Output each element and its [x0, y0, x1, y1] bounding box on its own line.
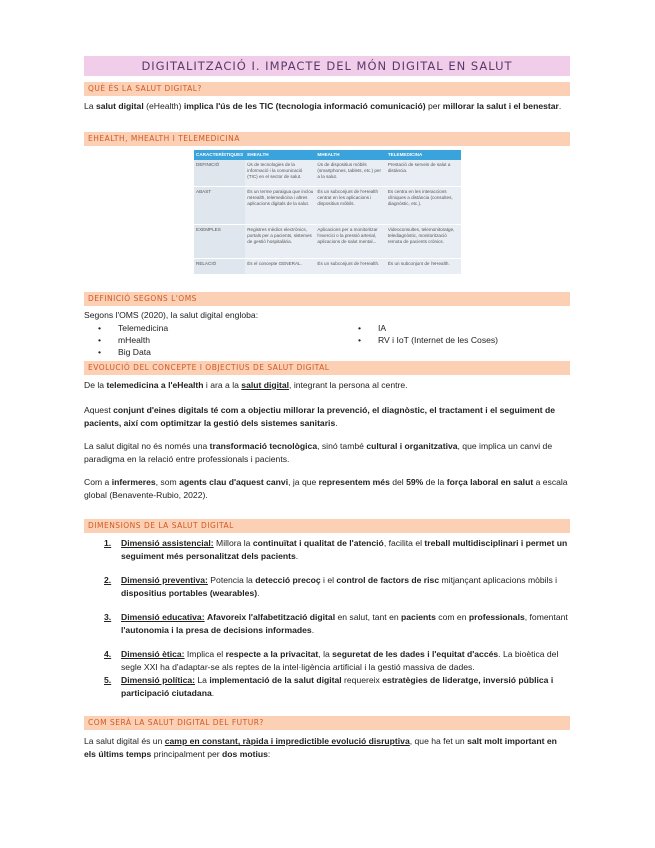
table-header-cell: EHEALTH [245, 150, 315, 160]
table-row [194, 258, 461, 274]
dimension-item: 5. Dimensió política: La implementació de la salut digital requereix estratègies de lideratge, inversió pública i participació ciutadana. [104, 675, 554, 698]
table-header-cell: MHEALTH [315, 150, 385, 160]
paragraph-evolution-3: La salut digital no és només una transformació tecnològica, sinó també cultural i organitzativa, que implica un canvi de paradigma en la relació entre professionals i pacients. [84, 441, 553, 464]
page-title: DIGITALITZACIÓ I. IMPACTE DEL MÓN DIGITAL EN SALUT [84, 56, 570, 76]
section-heading-ehealth: EHEALTH, MHEALTH I TELEMEDICINA [84, 132, 570, 146]
table-row [194, 224, 461, 258]
dimension-item: 4. Dimensió ètica: Implica el respecte a la privacitat, la seguretat de les dades i l'equitat d'accés. La bioètica del segle XXI ha d'adaptar-se als reptes de la intel·ligència artificial i la gestió massiva de dades. [104, 649, 559, 672]
dimension-item: 3. Dimensió educativa: Afavoreix l'alfabetització digital en salut, tant en pacients com en professionals, fomentant l'autonomia i la presa de decisions informades. [104, 612, 568, 635]
table-cell: És un subconjunt de l'eHealth. [315, 258, 385, 274]
table-cell: Prestació de serveis de salut a distància. [386, 160, 461, 186]
list-item: • IA [354, 322, 570, 334]
list-item: • Telemedicina [94, 322, 334, 334]
list-item: • RV i IoT (Internet de les Coses) [354, 334, 570, 346]
oms-list-left [94, 322, 334, 358]
list-item: • mHealth [94, 334, 334, 346]
table-cell: DEFINICIÓ [194, 160, 245, 186]
section-heading-what-is: QUÈ ÉS LA SALUT DIGITAL? [84, 82, 570, 96]
table-cell: RELACIÓ [194, 258, 245, 274]
table-header-cell: TELEMEDICINA [386, 150, 461, 160]
paragraph-evolution-2: Aquest conjunt d'eines digitals té com a objectiu millorar la prevenció, el diagnòstic, el tractament i el seguiment de pacients, així com optimitzar la gestió dels sistemes sanitaris. [84, 405, 556, 428]
paragraph-evolution-4: Com a infermeres, som agents clau d'aquest canvi, ja que representem més del 59% de la força laboral en salut a escala global (Benavente-Rubio, 2022). [84, 477, 568, 500]
table-cell: Es centra en les interaccions clíniques a distància (consultes, diagnòstic, etc.). [386, 186, 461, 224]
section-heading-oms: DEFINICIÓ SEGONS L'OMS [84, 292, 570, 306]
table-cell: Registres mèdics electrònics, portals per a pacients, sistemes de gestió hospitalària. [245, 224, 315, 258]
section-heading-dimensions: DIMENSIONS DE LA SALUT DIGITAL [84, 519, 570, 533]
comparison-table [194, 150, 461, 275]
oms-list-right [354, 322, 570, 346]
section-heading-evolution: EVOLUCIÓ DEL CONCEPTE I OBJECTIUS DE SALUT DIGITAL [84, 361, 570, 375]
table-row [194, 186, 461, 224]
table-cell: Aplicacions per a monitoritzar l'exercici o la pressió arterial, aplicacions de salut mental... [315, 224, 385, 258]
list-item: • Big Data [94, 346, 334, 358]
table-cell: EXEMPLES [194, 224, 245, 258]
table-row [194, 160, 461, 186]
table-cell: Ús de dispositius mòbils (smartphones, tablets, etc.) per a la salut. [315, 160, 385, 186]
table-header-row [194, 150, 461, 160]
section-heading-future: COM SERÀ LA SALUT DIGITAL DEL FUTUR? [84, 716, 570, 730]
table-cell: Videoconsultes, telemonitoratge, telediagnòstic, monitorització remota de pacients crònics. [386, 224, 461, 258]
table-cell: És un subconjunt de l'eHealth centrat en les aplicacions i dispositius mòbils. [315, 186, 385, 224]
oms-intro: Segons l'OMS (2020), la salut digital engloba: [84, 310, 259, 320]
table-cell: És un subconjunt de l'eHealth. [386, 258, 461, 274]
table-cell: És el concepte GENERAL. [245, 258, 315, 274]
table-cell: ABAST [194, 186, 245, 224]
table-cell: Ús de tecnologies de la informació i la comunicació (TIC) en el sector de salut. [245, 160, 315, 186]
dimension-item: 2. Dimensió preventiva: Potencia la detecció precoç i el control de factors de risc mitjançant aplicacions mòbils i dispositius portables (wearables). [104, 575, 558, 598]
dimension-item: 1. Dimensió assistencial: Millora la continuïtat i qualitat de l'atenció, facilita el treball multidisciplinari i permet un seguiment més personalitzat dels pacients. [104, 538, 568, 561]
paragraph-evolution-1: De la telemedicina a l'eHealth i ara a la salut digital, integrant la persona al centre. [84, 380, 408, 390]
paragraph-definition: La salut digital (eHealth) implica l'ús de les TIC (tecnologia informació comunicació) per millorar la salut i el benestar. [84, 101, 562, 111]
paragraph-future: La salut digital és un camp en constant, ràpida i impredictible evolució disruptiva, que ha fet un salt molt important en els últims temps principalment per dos motius: [84, 736, 557, 759]
table-cell: És un terme paraigua que inclou mHealth, telemedicina i altres aplicacions digitals de la salut. [245, 186, 315, 224]
table-header-cell: CARACTERÍSTIQUES [194, 150, 245, 160]
